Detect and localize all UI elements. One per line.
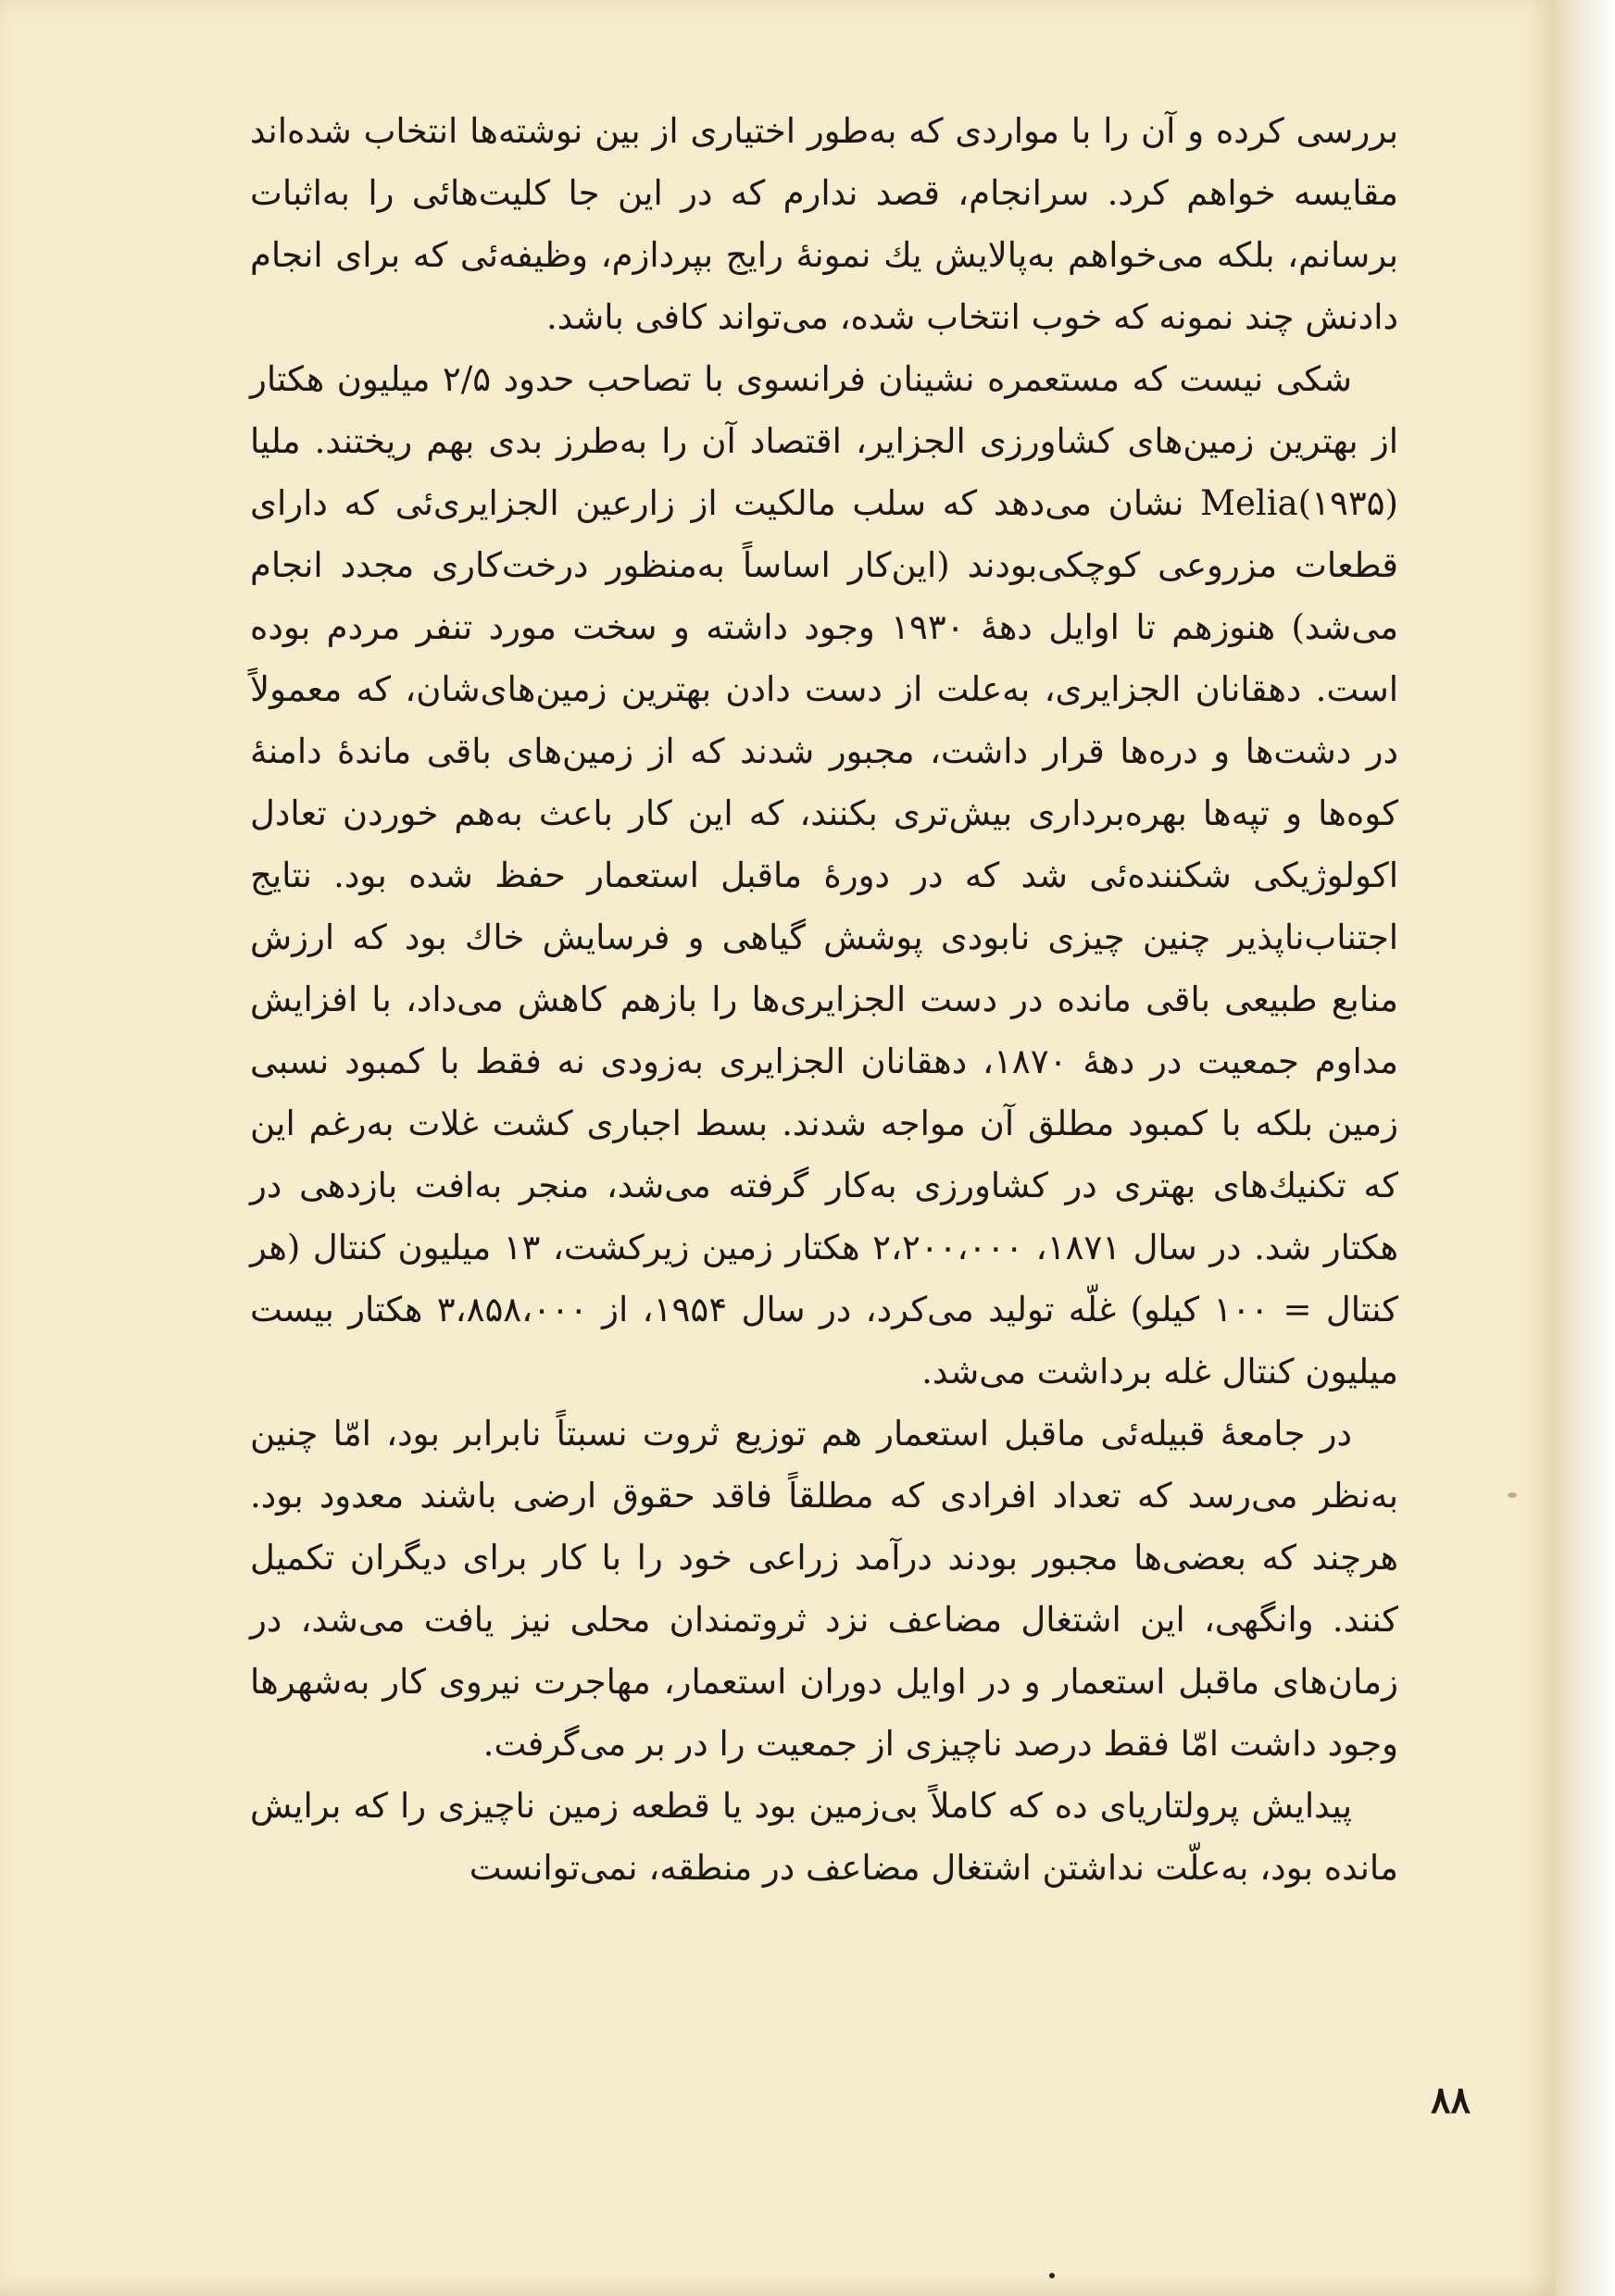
ink-dot	[1049, 2273, 1055, 2278]
page-number: ۸۸	[1431, 2078, 1471, 2122]
paragraph-3: در جامعهٔ قبیله‌ئی ماقبل استعمار هم توزیع ثروت نسبتاً نابرابر بود، امّا چنین به‌نظر می‌رسد که تعداد افرادی که مطلقاً فاقد حقوق ارضی باشند معدود بود. هرچند که بعضی‌ها مجبور بودند درآمد زراعی خود را با کار برای دیگران تکمیل کنند. وانگهی، این اشتغال مضاعف نزد ثروتمندان محلی نیز یافت می‌شد، در زمان‌های ماقبل استعمار و در اوایل دوران استعمار، مهاجرت نیروی کار به‌شهرها وجود داشت امّا فقط درصد ناچیزی از جمعیت را در بر می‌گرفت.	[250, 1414, 1398, 1764]
body-text	[250, 100, 1398, 1899]
paragraph-1: بررسی کرده و آن را با مواردی که به‌طور اختیاری از بین نوشته‌ها انتخاب شده‌اند مقایسه خواهم کرد. سرانجام، قصد ندارم که در این جا کلیت‌هائی را به‌اثبات برسانم، بلکه می‌خواهم به‌پالایش یك نمونهٔ رایج بپردازم، وظیفه‌ئی که برای انجام دادنش چند نمونه که خوب انتخاب شده، می‌تواند کافی باشد.	[250, 111, 1398, 337]
ink-spot	[1508, 1492, 1517, 1498]
page-edge	[1556, 0, 1615, 2296]
paragraph-4: پیدایش پرولتاریای ده که کاملاً بی‌زمین بود یا قطعه زمین ناچیزی را که برایش مانده بود، به‌علّت نداشتن اشتغال مضاعف در منطقه، نمی‌توانست	[250, 1786, 1398, 1888]
paragraph-2: شکی نیست که مستعمره نشینان فرانسوی با تصاحب حدود ۲/۵ میلیون هکتار از بهترین زمین‌های کشاورزی الجزایر، اقتصاد آن را به‌طرز بدی بهم ریختند. ملیا Melia(۱۹۳۵) نشان می‌دهد که سلب مالکیت از زارعین الجزایری‌ئی که دارای قطعات مزروعی کوچکی‌بودند (این‌کار اساساً به‌منظور درخت‌کاری مجدد انجام می‌شد) هنوزهم تا اوایل دههٔ ۱۹۳۰ وجود داشته و سخت مورد تنفر مردم بوده است. دهقانان الجزایری، به‌علت از دست دادن بهترین زمین‌های‌شان، که معمولاً در دشت‌ها و دره‌ها قرار داشت، مجبور شدند که از زمین‌های باقی ماندهٔ دامنهٔ کوه‌ها و تپه‌ها بهره‌برداری بیش‌تری بکنند، که این کار باعث به‌هم خوردن تعادل اکولوژیکی شکننده‌ئی شد که در دورهٔ ماقبل استعمار حفظ شده بود. نتایج اجتناب‌ناپذیر چنین چیزی نابودی پوشش گیاهی و فرسایش خاك بود که ارزش منابع طبیعی باقی مانده در دست الجزایری‌ها را بازهم کاهش می‌داد، با افزایش مداوم جمعیت در دههٔ ۱۸۷۰، دهقانان الجزایری به‌زودی نه فقط با کمبود نسبی زمین بلکه با کمبود مطلق آن مواجه شدند. بسط اجباری کشت غلات به‌رغم این که تکنیك‌های بهتری در کشاورزی به‌کار گرفته می‌شد، منجر به‌افت بازدهی در هکتار شد. در سال ۱۸۷۱، ۲،۲۰۰،۰۰۰ هکتار زمین زیرکشت، ۱۳ میلیون کنتال (هر کنتال = ۱۰۰ کیلو) غلّه تولید می‌کرد، در سال ۱۹۵۴، از ۳،۸۵۸،۰۰۰ هکتار بیست میلیون کنتال غله برداشت می‌شد.	[250, 359, 1399, 1391]
